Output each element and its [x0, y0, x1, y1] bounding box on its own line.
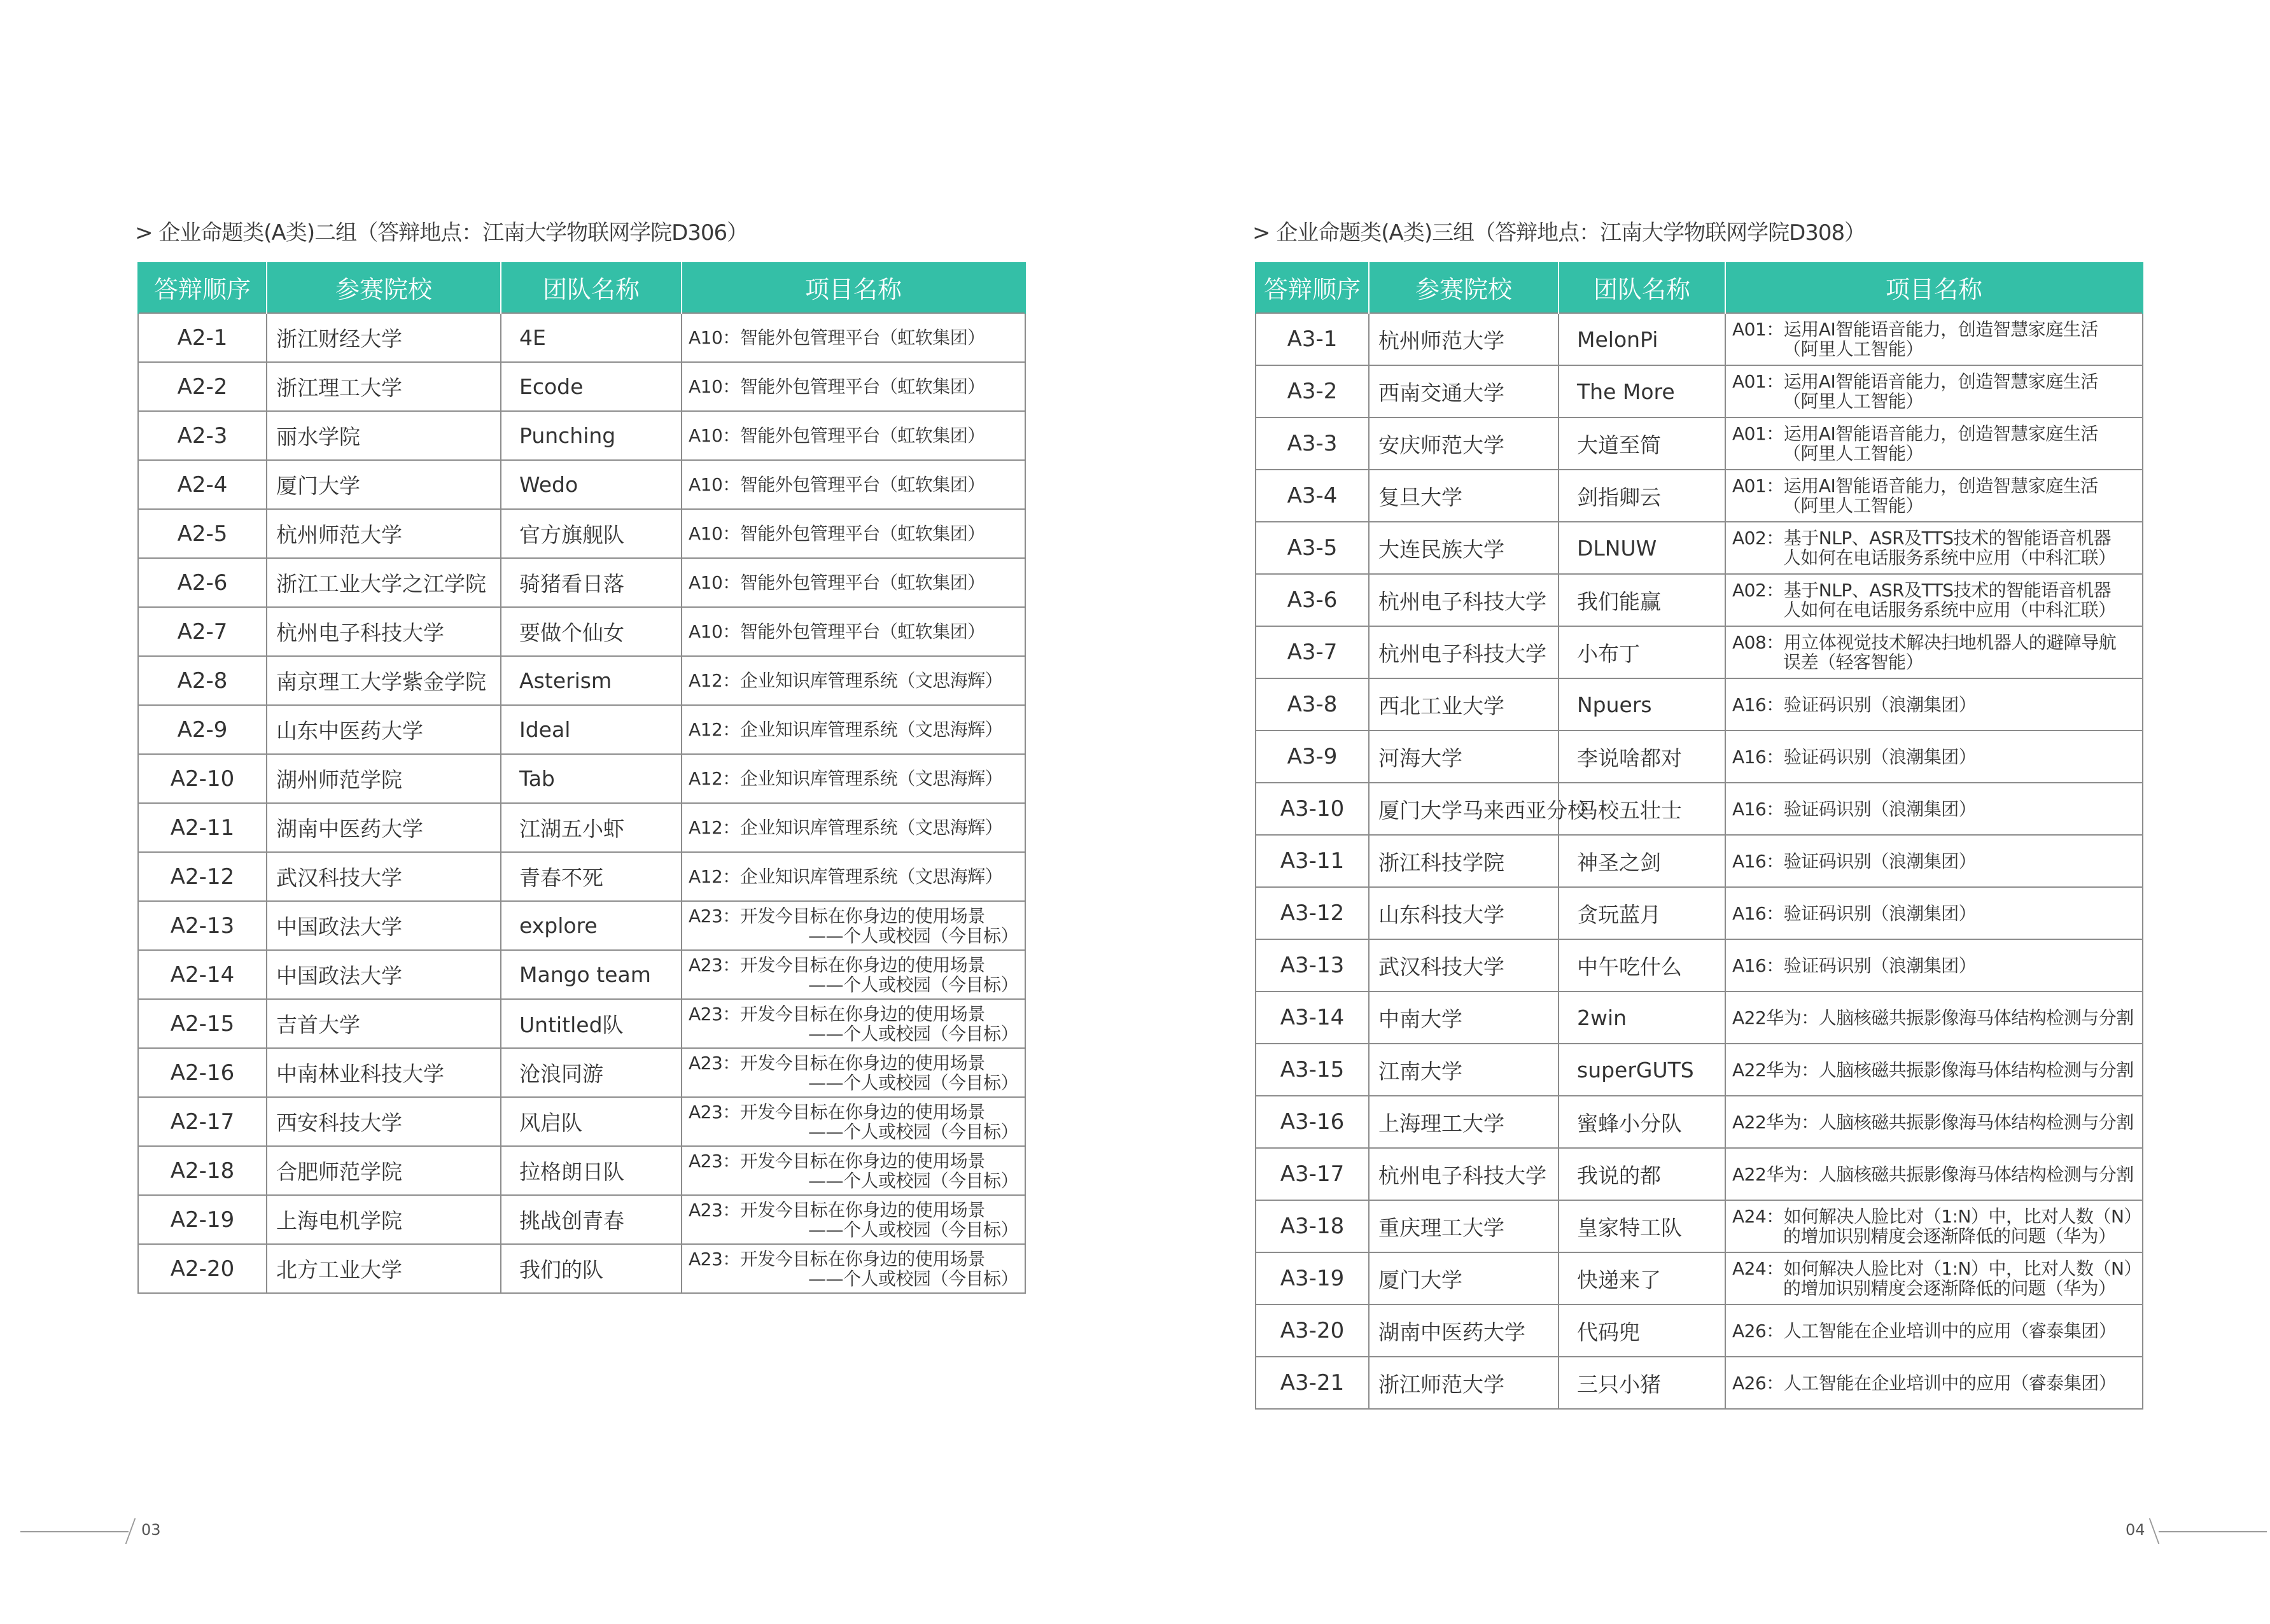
team-cell: DLNUW [1559, 522, 1725, 574]
project-line: A10：智能外包管理平台（虹软集团） [689, 621, 985, 642]
project-cell [682, 950, 1025, 999]
project-line: A12：企业知识库管理系统（文思海辉） [689, 866, 1003, 887]
project-cell [682, 999, 1025, 1048]
header-school: 参赛院校 [1369, 262, 1559, 313]
team-cell: 骑猪看日落 [501, 558, 682, 607]
project-line-2: （阿里人工智能） [1783, 495, 1924, 516]
page-number-right: 04 [2126, 1521, 2145, 1539]
project-cell [682, 852, 1025, 901]
project-line-2: 误差（轻客智能） [1783, 652, 1924, 673]
order-cell: A2-6 [138, 558, 267, 607]
project-cell [1725, 574, 2143, 626]
order-cell: A2-8 [138, 656, 267, 705]
order-cell: A3-5 [1256, 522, 1369, 574]
table-row [1256, 1148, 2143, 1200]
order-cell: A3-20 [1256, 1305, 1369, 1357]
table-row [1256, 470, 2143, 522]
table-row [138, 852, 1025, 901]
order-cell: A2-13 [138, 901, 267, 950]
school-cell: 杭州师范大学 [267, 509, 501, 558]
project-line: A26：人工智能在企业培训中的应用（睿泰集团） [1732, 1372, 2117, 1394]
project-line-2: ——个人或校园（今目标） [808, 1023, 1018, 1044]
project-line: A10：智能外包管理平台（虹软集团） [689, 572, 985, 593]
team-cell: 蜜蜂小分队 [1559, 1096, 1725, 1148]
school-cell: 北方工业大学 [267, 1244, 501, 1293]
team-cell: 沧浪同游 [501, 1048, 682, 1097]
page-number-left: 03 [141, 1521, 161, 1539]
team-cell: Ideal [501, 705, 682, 754]
team-cell: Mango team [501, 950, 682, 999]
order-cell: A3-16 [1256, 1096, 1369, 1148]
footer-slash-right [2149, 1518, 2160, 1544]
project-cell [682, 558, 1025, 607]
order-cell: A2-7 [138, 607, 267, 656]
order-cell: A2-18 [138, 1146, 267, 1195]
project-cell [682, 1244, 1025, 1293]
project-line: A22华为：人脑核磁共振影像海马体结构检测与分割 [1732, 1007, 2134, 1028]
school-cell: 杭州电子科技大学 [267, 607, 501, 656]
project-line: A16：验证码识别（浪潮集团） [1732, 902, 1977, 924]
project-line: A24：如何解决人脸比对（1:N）中，比对人数（N） [1732, 1206, 2141, 1227]
team-cell: 要做个仙女 [501, 607, 682, 656]
school-cell: 西北工业大学 [1369, 678, 1559, 731]
order-cell: A2-14 [138, 950, 267, 999]
project-cell [1725, 365, 2143, 417]
right-section-title: > 企业命题类(A类)三组（答辩地点：江南大学物联网学院D308） [1252, 220, 1866, 246]
project-line: A01：运用AI智能语音能力，创造智慧家庭生活 [1732, 319, 2098, 340]
team-cell: Wedo [501, 460, 682, 509]
project-cell [1725, 991, 2143, 1044]
header-project: 项目名称 [682, 262, 1025, 313]
table-row [138, 1048, 1025, 1097]
team-cell: superGUTS [1559, 1044, 1725, 1096]
order-cell: A3-14 [1256, 991, 1369, 1044]
order-cell: A2-20 [138, 1244, 267, 1293]
team-cell: 我们的队 [501, 1244, 682, 1293]
table-row [1256, 1096, 2143, 1148]
team-cell: Ecode [501, 362, 682, 411]
order-cell: A3-3 [1256, 417, 1369, 470]
project-line: A12：企业知识库管理系统（文思海辉） [689, 670, 1003, 691]
school-cell: 湖南中医药大学 [1369, 1305, 1559, 1357]
project-cell [1725, 887, 2143, 939]
header-project: 项目名称 [1725, 262, 2143, 313]
project-cell [682, 1146, 1025, 1195]
left-section-title: > 企业命题类(A类)二组（答辩地点：江南大学物联网学院D306） [135, 220, 748, 246]
school-cell: 浙江师范大学 [1369, 1357, 1559, 1409]
footer-rule-right [2159, 1531, 2267, 1532]
order-cell: A2-11 [138, 803, 267, 852]
team-cell: Untitled队 [501, 999, 682, 1048]
school-cell: 厦门大学马来西亚分校 [1369, 783, 1559, 835]
project-line: A16：验证码识别（浪潮集团） [1732, 694, 1977, 715]
school-cell: 丽水学院 [267, 411, 501, 460]
footer-rule-left [20, 1531, 129, 1532]
project-cell [682, 362, 1025, 411]
project-line-2: （阿里人工智能） [1783, 339, 1924, 360]
project-cell [682, 705, 1025, 754]
project-line: A10：智能外包管理平台（虹软集团） [689, 474, 985, 495]
school-cell: 湖州师范学院 [267, 754, 501, 803]
team-cell: 三只小猪 [1559, 1357, 1725, 1409]
order-cell: A3-6 [1256, 574, 1369, 626]
team-cell: 我说的都 [1559, 1148, 1725, 1200]
table-row [1256, 939, 2143, 991]
project-line: A23：开发今目标在你身边的使用场景 [689, 1199, 985, 1221]
table-row [138, 754, 1025, 803]
table-row [1256, 365, 2143, 417]
project-cell [1725, 1044, 2143, 1096]
project-cell [682, 1195, 1025, 1244]
team-cell: 皇家特工队 [1559, 1200, 1725, 1252]
project-cell [1725, 1357, 2143, 1409]
project-cell [1725, 313, 2143, 365]
school-cell: 杭州电子科技大学 [1369, 1148, 1559, 1200]
project-cell [1725, 470, 2143, 522]
project-line-2: 人如何在电话服务系统中应用（中科汇联） [1783, 599, 2116, 620]
header-team: 团队名称 [1559, 262, 1725, 313]
project-line: A16：验证码识别（浪潮集团） [1732, 798, 1977, 820]
project-line-2: ——个人或校园（今目标） [808, 1170, 1018, 1191]
project-line: A16：验证码识别（浪潮集团） [1732, 746, 1977, 767]
table-row [1256, 522, 2143, 574]
table-row [1256, 1357, 2143, 1409]
team-cell: 中午吃什么 [1559, 939, 1725, 991]
team-cell: 代码兜 [1559, 1305, 1725, 1357]
project-cell [1725, 731, 2143, 783]
order-cell: A2-12 [138, 852, 267, 901]
school-cell: 重庆理工大学 [1369, 1200, 1559, 1252]
project-line: A24：如何解决人脸比对（1:N）中，比对人数（N） [1732, 1258, 2141, 1279]
order-cell: A2-3 [138, 411, 267, 460]
team-cell: 神圣之剑 [1559, 835, 1725, 887]
project-line: A23：开发今目标在你身边的使用场景 [689, 1248, 985, 1270]
order-cell: A2-9 [138, 705, 267, 754]
school-cell: 上海理工大学 [1369, 1096, 1559, 1148]
table-header-row [138, 262, 1025, 313]
team-cell: Punching [501, 411, 682, 460]
table-row [138, 558, 1025, 607]
table-row [138, 1146, 1025, 1195]
project-line: A23：开发今目标在你身边的使用场景 [689, 1003, 985, 1025]
project-line: A02：基于NLP、ASR及TTS技术的智能语音机器 [1732, 528, 2112, 549]
order-cell: A3-18 [1256, 1200, 1369, 1252]
team-cell: Npuers [1559, 678, 1725, 731]
order-cell: A3-17 [1256, 1148, 1369, 1200]
project-cell [1725, 626, 2143, 678]
project-cell [682, 1097, 1025, 1146]
table-row [138, 1195, 1025, 1244]
project-cell [1725, 1252, 2143, 1305]
team-cell: MelonPi [1559, 313, 1725, 365]
project-line: A10：智能外包管理平台（虹软集团） [689, 327, 985, 348]
school-cell: 浙江理工大学 [267, 362, 501, 411]
project-line: A22华为：人脑核磁共振影像海马体结构检测与分割 [1732, 1111, 2134, 1133]
team-cell: 小布丁 [1559, 626, 1725, 678]
order-cell: A3-2 [1256, 365, 1369, 417]
order-cell: A3-1 [1256, 313, 1369, 365]
project-cell [1725, 1096, 2143, 1148]
order-cell: A3-7 [1256, 626, 1369, 678]
project-line-2: （阿里人工智能） [1783, 391, 1924, 412]
project-cell [1725, 1305, 2143, 1357]
team-cell: 大道至简 [1559, 417, 1725, 470]
team-cell: 挑战创青春 [501, 1195, 682, 1244]
team-cell: 马校五壮士 [1559, 783, 1725, 835]
project-cell [682, 460, 1025, 509]
project-cell [1725, 1148, 2143, 1200]
table-row [1256, 783, 2143, 835]
school-cell: 西南交通大学 [1369, 365, 1559, 417]
school-cell: 厦门大学 [1369, 1252, 1559, 1305]
team-cell: 2win [1559, 991, 1725, 1044]
project-line: A22华为：人脑核磁共振影像海马体结构检测与分割 [1732, 1163, 2134, 1185]
order-cell: A3-12 [1256, 887, 1369, 939]
project-line: A10：智能外包管理平台（虹软集团） [689, 523, 985, 544]
project-line: A12：企业知识库管理系统（文思海辉） [689, 719, 1003, 740]
order-cell: A2-19 [138, 1195, 267, 1244]
team-cell: Tab [501, 754, 682, 803]
order-cell: A2-2 [138, 362, 267, 411]
table-row [138, 803, 1025, 852]
team-cell: 江湖五小虾 [501, 803, 682, 852]
table-row [1256, 1044, 2143, 1096]
team-cell: The More [1559, 365, 1725, 417]
team-cell: 4E [501, 313, 682, 362]
project-line-2: ——个人或校园（今目标） [808, 925, 1018, 946]
team-cell: 风启队 [501, 1097, 682, 1146]
project-cell [1725, 835, 2143, 887]
table-row [1256, 313, 2143, 365]
order-cell: A3-8 [1256, 678, 1369, 731]
project-line: A16：验证码识别（浪潮集团） [1732, 955, 1977, 976]
school-cell: 南京理工大学紫金学院 [267, 656, 501, 705]
table-row [1256, 835, 2143, 887]
table-header-row [1256, 262, 2143, 313]
school-cell: 江南大学 [1369, 1044, 1559, 1096]
table-row [138, 999, 1025, 1048]
table-row [138, 362, 1025, 411]
school-cell: 上海电机学院 [267, 1195, 501, 1244]
project-line: A12：企业知识库管理系统（文思海辉） [689, 817, 1003, 838]
project-line-2: ——个人或校园（今目标） [808, 1219, 1018, 1240]
school-cell: 中国政法大学 [267, 901, 501, 950]
school-cell: 武汉科技大学 [1369, 939, 1559, 991]
table-row [1256, 417, 2143, 470]
table-row [1256, 887, 2143, 939]
project-line-2: 的增加识别精度会逐渐降低的问题（华为） [1783, 1278, 2116, 1299]
project-cell [682, 901, 1025, 950]
order-cell: A3-9 [1256, 731, 1369, 783]
order-cell: A3-21 [1256, 1357, 1369, 1409]
school-cell: 杭州电子科技大学 [1369, 574, 1559, 626]
project-cell [1725, 1200, 2143, 1252]
project-line-2: ——个人或校园（今目标） [808, 974, 1018, 995]
table-row [1256, 626, 2143, 678]
school-cell: 复旦大学 [1369, 470, 1559, 522]
order-cell: A3-11 [1256, 835, 1369, 887]
school-cell: 厦门大学 [267, 460, 501, 509]
project-cell [1725, 939, 2143, 991]
table-row [138, 1244, 1025, 1293]
project-cell [1725, 417, 2143, 470]
project-cell [682, 411, 1025, 460]
project-line: A23：开发今目标在你身边的使用场景 [689, 1150, 985, 1172]
project-line-2: 人如何在电话服务系统中应用（中科汇联） [1783, 547, 2116, 568]
team-cell: 快递来了 [1559, 1252, 1725, 1305]
order-cell: A3-19 [1256, 1252, 1369, 1305]
table-group-a2 [137, 262, 1026, 1294]
table-row [138, 656, 1025, 705]
table-row [1256, 1305, 2143, 1357]
school-cell: 西安科技大学 [267, 1097, 501, 1146]
table-row [138, 950, 1025, 999]
school-cell: 山东科技大学 [1369, 887, 1559, 939]
school-cell: 中南大学 [1369, 991, 1559, 1044]
project-line: A10：智能外包管理平台（虹软集团） [689, 376, 985, 397]
school-cell: 浙江财经大学 [267, 313, 501, 362]
school-cell: 湖南中医药大学 [267, 803, 501, 852]
table-group-a3 [1255, 262, 2143, 1410]
project-line-2: ——个人或校园（今目标） [808, 1072, 1018, 1093]
team-cell: 我们能赢 [1559, 574, 1725, 626]
order-cell: A2-15 [138, 999, 267, 1048]
project-line: A01：运用AI智能语音能力，创造智慧家庭生活 [1732, 475, 2098, 496]
table-row [138, 509, 1025, 558]
school-cell: 吉首大学 [267, 999, 501, 1048]
table-row [1256, 1200, 2143, 1252]
header-school: 参赛院校 [267, 262, 501, 313]
project-line: A16：验证码识别（浪潮集团） [1732, 850, 1977, 872]
school-cell: 杭州师范大学 [1369, 313, 1559, 365]
team-cell: Asterism [501, 656, 682, 705]
table-row [1256, 1252, 2143, 1305]
school-cell: 杭州电子科技大学 [1369, 626, 1559, 678]
school-cell: 大连民族大学 [1369, 522, 1559, 574]
project-line: A08：用立体视觉技术解决扫地机器人的避障导航 [1732, 632, 2117, 653]
team-cell: 青春不死 [501, 852, 682, 901]
project-line-2: （阿里人工智能） [1783, 443, 1924, 464]
table-row [138, 1097, 1025, 1146]
team-cell: explore [501, 901, 682, 950]
project-line-2: 的增加识别精度会逐渐降低的问题（华为） [1783, 1226, 2116, 1247]
order-cell: A2-17 [138, 1097, 267, 1146]
order-cell: A3-10 [1256, 783, 1369, 835]
project-line-2: ——个人或校园（今目标） [808, 1268, 1018, 1289]
project-line: A22华为：人脑核磁共振影像海马体结构检测与分割 [1732, 1059, 2134, 1081]
project-cell [1725, 678, 2143, 731]
table-row [138, 460, 1025, 509]
project-cell [682, 313, 1025, 362]
project-line: A23：开发今目标在你身边的使用场景 [689, 1101, 985, 1123]
table-row [138, 313, 1025, 362]
project-line: A10：智能外包管理平台（虹软集团） [689, 425, 985, 446]
project-cell [682, 754, 1025, 803]
table-row [1256, 574, 2143, 626]
table-row [138, 705, 1025, 754]
project-line: A01：运用AI智能语音能力，创造智慧家庭生活 [1732, 423, 2098, 444]
project-line: A23：开发今目标在你身边的使用场景 [689, 905, 985, 927]
project-line: A12：企业知识库管理系统（文思海辉） [689, 768, 1003, 789]
header-order: 答辩顺序 [138, 262, 267, 313]
school-cell: 山东中医药大学 [267, 705, 501, 754]
project-cell [682, 607, 1025, 656]
team-cell: 李说啥都对 [1559, 731, 1725, 783]
school-cell: 中南林业科技大学 [267, 1048, 501, 1097]
school-cell: 河海大学 [1369, 731, 1559, 783]
table-row [1256, 731, 2143, 783]
project-line: A23：开发今目标在你身边的使用场景 [689, 1052, 985, 1074]
school-cell: 浙江科技学院 [1369, 835, 1559, 887]
team-cell: 拉格朗日队 [501, 1146, 682, 1195]
order-cell: A2-5 [138, 509, 267, 558]
school-cell: 合肥师范学院 [267, 1146, 501, 1195]
school-cell: 浙江工业大学之江学院 [267, 558, 501, 607]
table-row [138, 411, 1025, 460]
team-cell: 贪玩蓝月 [1559, 887, 1725, 939]
order-cell: A2-4 [138, 460, 267, 509]
school-cell: 武汉科技大学 [267, 852, 501, 901]
order-cell: A2-10 [138, 754, 267, 803]
table-row [1256, 991, 2143, 1044]
project-line: A01：运用AI智能语音能力，创造智慧家庭生活 [1732, 371, 2098, 392]
project-line-2: ——个人或校园（今目标） [808, 1121, 1018, 1142]
order-cell: A3-13 [1256, 939, 1369, 991]
project-cell [682, 509, 1025, 558]
project-cell [1725, 783, 2143, 835]
project-cell [682, 803, 1025, 852]
project-line: A02：基于NLP、ASR及TTS技术的智能语音机器 [1732, 580, 2112, 601]
team-cell: 官方旗舰队 [501, 509, 682, 558]
order-cell: A2-1 [138, 313, 267, 362]
project-line: A26：人工智能在企业培训中的应用（睿泰集团） [1732, 1320, 2117, 1341]
header-team: 团队名称 [501, 262, 682, 313]
header-order: 答辩顺序 [1256, 262, 1369, 313]
team-cell: 剑指卿云 [1559, 470, 1725, 522]
school-cell: 中国政法大学 [267, 950, 501, 999]
project-cell [682, 656, 1025, 705]
order-cell: A2-16 [138, 1048, 267, 1097]
school-cell: 安庆师范大学 [1369, 417, 1559, 470]
table-row [138, 901, 1025, 950]
order-cell: A3-4 [1256, 470, 1369, 522]
table-row [1256, 678, 2143, 731]
project-cell [1725, 522, 2143, 574]
project-line: A23：开发今目标在你身边的使用场景 [689, 954, 985, 976]
table-row [138, 607, 1025, 656]
project-cell [682, 1048, 1025, 1097]
order-cell: A3-15 [1256, 1044, 1369, 1096]
